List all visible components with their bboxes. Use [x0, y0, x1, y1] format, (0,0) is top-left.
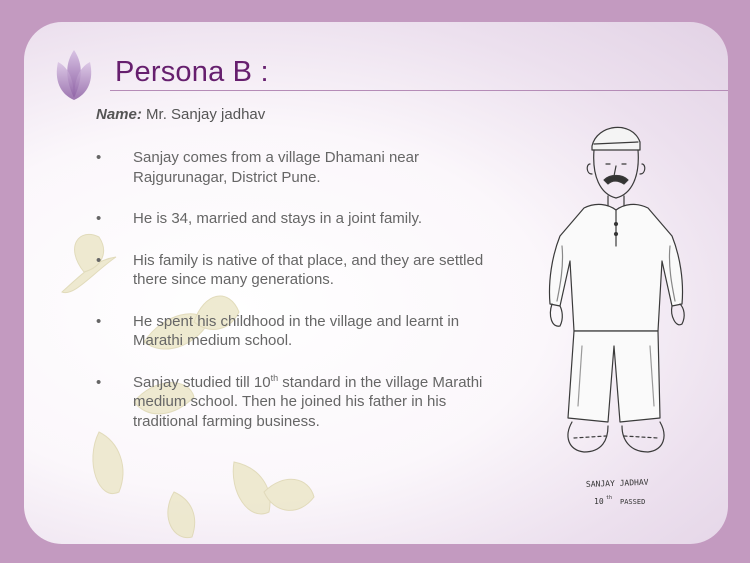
svg-text:10: 10	[594, 497, 604, 506]
sketch-caption-name: SANJAY JADHAV	[585, 477, 649, 489]
bullet-marker: •	[96, 312, 102, 330]
lotus-icon	[48, 46, 100, 104]
page-title: Persona B :	[115, 56, 269, 88]
sketch-caption-grade	[594, 495, 645, 506]
person-sketch	[512, 106, 712, 526]
svg-text:th: th	[606, 495, 613, 501]
bullet-marker: •	[96, 251, 102, 269]
list-item: • He spent his childhood in the village and learnt in Marathi medium school.	[96, 312, 460, 349]
slide	[24, 22, 728, 544]
list-item: • His family is native of that place, and they are settled there since many generations.	[96, 251, 484, 288]
bullet-marker: •	[96, 373, 102, 391]
bullet-marker: •	[96, 210, 102, 227]
list-item: • He is 34, married and stays in a joint family.	[96, 210, 423, 227]
name-value: Mr. Sanjay jadhav	[146, 106, 266, 123]
bullet-list	[96, 148, 496, 453]
list-item: • Sanjay comes from a village Dhamani near Rajgurunagar, District Pune.	[96, 149, 419, 186]
svg-text:PASSED: PASSED	[620, 498, 646, 506]
list-item: • Sanjay studied till 10th standard in the village Marathi medium school. Then he joined his father in his traditional farming business.	[96, 372, 483, 430]
bullet-marker: •	[96, 149, 102, 166]
name-label: Name:	[96, 106, 142, 123]
title-divider	[110, 90, 728, 91]
persona-name	[96, 106, 265, 123]
